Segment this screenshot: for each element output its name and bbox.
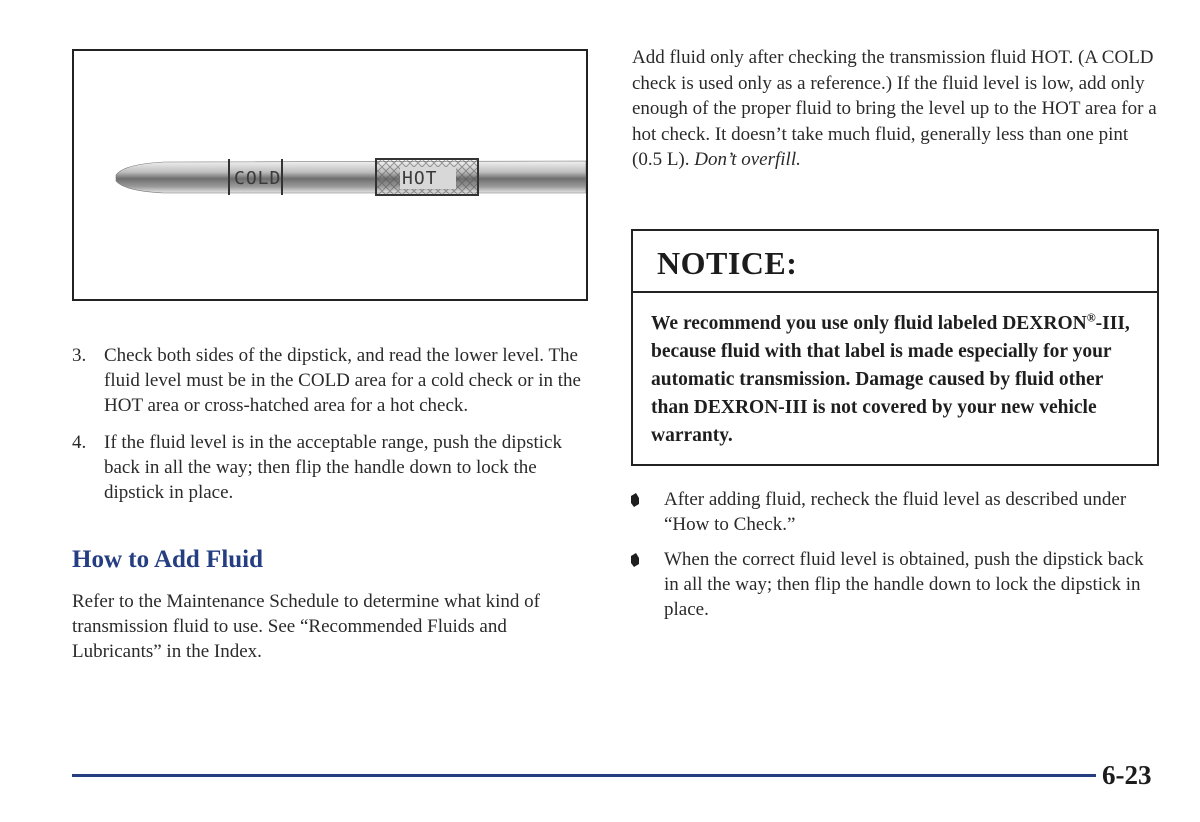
dipstick-rod bbox=[116, 161, 586, 193]
notice-box bbox=[631, 229, 1159, 466]
list-item bbox=[72, 430, 592, 505]
bullet-icon bbox=[630, 493, 640, 507]
step-number: 3. bbox=[72, 345, 87, 366]
page-number: 6-23 bbox=[1102, 760, 1152, 790]
list-item bbox=[72, 343, 592, 418]
bullet-icon bbox=[630, 553, 640, 567]
step-number: 4. bbox=[72, 432, 87, 453]
list-item bbox=[630, 487, 1160, 537]
dipstick-figure bbox=[72, 49, 588, 301]
cold-label: COLD bbox=[234, 168, 282, 189]
step-text: If the fluid level is in the acceptable range, push the dipstick back in all the way; then flip the handle down to lock the dipstick in place. bbox=[104, 432, 562, 503]
registered-mark: ® bbox=[1086, 310, 1096, 325]
bullet-list bbox=[630, 487, 1160, 632]
steps-list bbox=[72, 343, 592, 517]
notice-text-part2: -III, because fluid with that label is made especially for your automatic transmission. Damage caused by fluid other than DEXRON-III is not covered by your new vehicle warranty. bbox=[651, 313, 1130, 446]
footer-rule bbox=[72, 774, 1096, 777]
section-heading: How to Add Fluid bbox=[72, 546, 264, 573]
intro-paragraph bbox=[632, 45, 1160, 173]
bullet-text: After adding fluid, recheck the fluid level as described under “How to Check.” bbox=[664, 489, 1127, 535]
notice-text bbox=[633, 293, 1157, 450]
hot-label: HOT bbox=[402, 168, 438, 189]
intro-text: Add fluid only after checking the transmission fluid HOT. (A COLD check is used only as a reference.) If the fluid level is low, add only enough of the proper fluid to bring the level up to the HOT area for a hot check. It doesn’t take much fluid, generally less than one pint (0.5 L). bbox=[632, 47, 1157, 170]
step-text: Check both sides of the dipstick, and read the lower level. The fluid level must be in the COLD area for a cold check or in the HOT area or cross-hatched area for a hot check. bbox=[104, 345, 581, 416]
intro-emphasis: Don’t overfill. bbox=[694, 149, 801, 170]
list-item bbox=[630, 547, 1160, 622]
dipstick-illustration bbox=[74, 51, 586, 299]
notice-text-part1: We recommend you use only fluid labeled DEXRON bbox=[651, 313, 1087, 334]
notice-title: NOTICE: bbox=[633, 231, 1157, 293]
bullet-text: When the correct fluid level is obtained, push the dipstick back in all the way; then flip the handle down to lock the dipstick in place. bbox=[664, 549, 1144, 620]
section-body: Refer to the Maintenance Schedule to determine what kind of transmission fluid to use. See “Recommended Fluids and Lubricants” in the Index. bbox=[72, 591, 540, 662]
